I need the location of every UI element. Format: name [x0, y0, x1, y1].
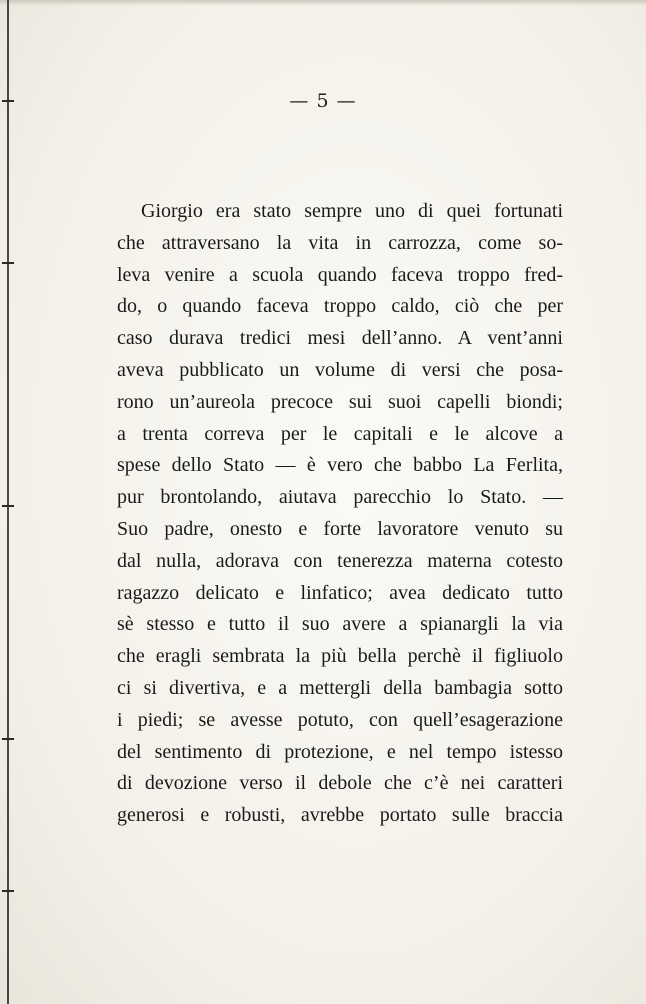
text-line: spese dello Stato — è vero che babbo La Ferlita,	[117, 454, 563, 477]
text-line: ci si divertiva, e a mettergli della bambagia sotto	[117, 676, 563, 699]
text-line: Giorgio era stato sempre uno di quei fortunati	[141, 200, 563, 222]
text-line: del sentimento di protezione, e nel tempo istesso	[117, 740, 563, 763]
text-line: ragazzo delicato e linfatico; avea dedicato tutto	[117, 581, 563, 604]
text-line: rono un’aureola precoce sui suoi capelli biondi;	[117, 390, 563, 413]
text-line: do, o quando faceva troppo caldo, ciò che per	[117, 295, 563, 318]
text-line: caso durava tredici mesi dell’anno. A vent’anni	[117, 327, 563, 350]
text-line: aveva pubblicato un volume di versi che posa-	[117, 358, 563, 381]
binding-edge-rule	[7, 0, 9, 1004]
text-line: dal nulla, adorava con tenerezza materna cotesto	[117, 549, 563, 572]
binding-mark	[2, 505, 14, 507]
body-text	[117, 196, 563, 832]
text-line: generosi e robusti, avrebbe portato sulle braccia	[117, 804, 563, 827]
binding-mark	[2, 262, 14, 264]
text-line: sè stesso e tutto il suo avere a spianargli la via	[117, 613, 563, 636]
text-line: Suo padre, onesto e forte lavoratore venuto su	[117, 517, 563, 540]
text-line: leva venire a scuola quando faceva troppo fred-	[117, 263, 563, 286]
text-line: pur brontolando, aiutava parecchio lo Stato. —	[117, 486, 563, 509]
text-line: che eragli sembrata la più bella perchè il figliuolo	[117, 645, 563, 668]
page-top-edge	[0, 0, 646, 6]
text-line: i piedi; se avesse potuto, con quell’esagerazione	[117, 708, 563, 731]
page-number: — 5 —	[289, 90, 357, 112]
text-line: che attraversano la vita in carrozza, come so-	[117, 231, 563, 254]
text-line: a trenta correva per le capitali e le alcove a	[117, 422, 563, 445]
binding-mark	[2, 738, 14, 740]
text-line: di devozione verso il debole che c’è nei caratteri	[117, 772, 563, 795]
binding-mark	[2, 890, 14, 892]
